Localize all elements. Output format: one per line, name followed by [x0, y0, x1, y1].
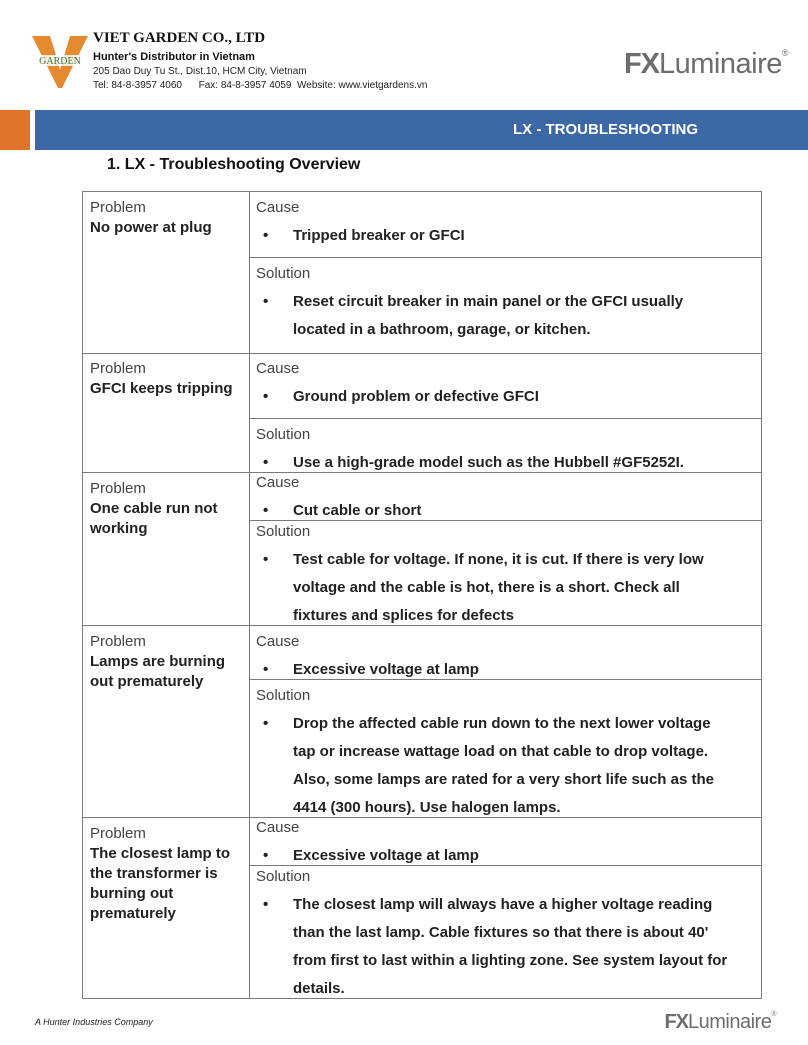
solution-line: Reset circuit breaker in main panel or the GFCI usually: [293, 293, 684, 310]
cause-label: Cause: [256, 474, 300, 491]
bullet: •: [263, 502, 269, 519]
brand-mark: ®: [771, 1011, 776, 1018]
fx-luminaire-logo: [624, 48, 788, 81]
troubleshooting-table: [82, 191, 762, 999]
cause-label: Cause: [256, 819, 300, 836]
cause-label: Cause: [256, 633, 300, 650]
company-name: VIET GARDEN CO., LTD: [93, 30, 266, 46]
bullet: •: [263, 896, 269, 913]
brand-fx: FX: [623, 48, 660, 80]
brand-name: Luminaire: [659, 48, 782, 80]
bullet: •: [263, 715, 269, 732]
solution-line: than the last lamp. Cable fixtures so that there is about 40': [293, 924, 709, 941]
logo-text: GARDEN: [39, 56, 81, 67]
problem-text: prematurely: [90, 905, 176, 922]
solution-line: details.: [293, 980, 345, 997]
solution-line: Also, some lamps are rated for a very short life such as the: [293, 771, 714, 788]
solution-line: Test cable for voltage. If none, it is cut. If there is very low: [293, 551, 704, 568]
problem-text: No power at plug: [90, 219, 212, 236]
solution-line: from first to last within a lighting zone. See system layout for: [293, 952, 728, 969]
cause-label: Cause: [256, 199, 300, 216]
bullet: •: [263, 661, 269, 678]
section-title: 1. LX - Troubleshooting Overview: [107, 156, 361, 173]
solution-line: Use a high-grade model such as the Hubbell #GF5252I.: [293, 454, 684, 471]
solution-line: voltage and the cable is hot, there is a short. Check all: [293, 579, 680, 596]
viet-garden-logo: [30, 32, 90, 90]
solution-line: fixtures and splices for defects: [293, 607, 514, 624]
problem-text: the transformer is: [90, 865, 218, 882]
problem-text: out prematurely: [90, 673, 204, 690]
problem-text: The closest lamp to: [90, 845, 231, 862]
footer-company: A Hunter Industries Company: [35, 1017, 153, 1027]
bullet: •: [263, 454, 269, 471]
problem-text: burning out: [90, 885, 174, 902]
bullet: •: [263, 847, 269, 864]
solution-label: Solution: [256, 868, 311, 885]
solution-label: Solution: [256, 523, 311, 540]
solution-line: 4414 (300 hours). Use halogen lamps.: [293, 799, 561, 816]
solution-label: Solution: [256, 687, 311, 704]
bullet: •: [263, 388, 269, 405]
problem-text: One cable run not: [90, 500, 218, 517]
problem-label: Problem: [90, 480, 146, 497]
solution-line: located in a bathroom, garage, or kitchen.: [293, 321, 591, 338]
banner-accent: [0, 110, 30, 150]
solution-label: Solution: [256, 426, 311, 443]
cause-text: Excessive voltage at lamp: [293, 661, 479, 678]
distributor-line: Hunter's Distributor in Vietnam: [93, 51, 255, 63]
problem-text: Lamps are burning: [90, 653, 226, 670]
problem-text: working: [90, 520, 148, 537]
cause-text: Ground problem or defective GFCI: [293, 388, 539, 405]
cause-text: Excessive voltage at lamp: [293, 847, 479, 864]
brand-name: Luminaire: [688, 1011, 772, 1033]
problem-label: Problem: [90, 199, 146, 216]
banner-title: LX - TROUBLESHOOTING: [513, 121, 698, 138]
problem-text: GFCI keeps tripping: [90, 380, 233, 397]
problem-label: Problem: [90, 633, 146, 650]
bullet: •: [263, 227, 269, 244]
footer-fx-luminaire-logo: [664, 1011, 776, 1034]
solution-label: Solution: [256, 265, 311, 282]
brand-mark: ®: [781, 48, 788, 58]
problem-label: Problem: [90, 360, 146, 377]
cause-label: Cause: [256, 360, 300, 377]
solution-line: Drop the affected cable run down to the next lower voltage: [293, 715, 711, 732]
address-line: 205 Dao Duy Tu St., Dist.10, HCM City, Vietnam: [93, 66, 307, 77]
solution-line: tap or increase wattage load on that cable to drop voltage.: [293, 743, 709, 760]
cause-text: Cut cable or short: [293, 502, 422, 519]
solution-line: The closest lamp will always have a higher voltage reading: [293, 896, 713, 913]
contact-line: Tel: 84-8-3957 4060 Fax: 84-8-3957 4059 Website: www.vietgardens.vn: [93, 80, 428, 91]
bullet: •: [263, 293, 269, 310]
problem-label: Problem: [90, 825, 146, 842]
brand-fx: FX: [664, 1011, 688, 1033]
bullet: •: [263, 551, 269, 568]
cause-text: Tripped breaker or GFCI: [293, 227, 465, 244]
